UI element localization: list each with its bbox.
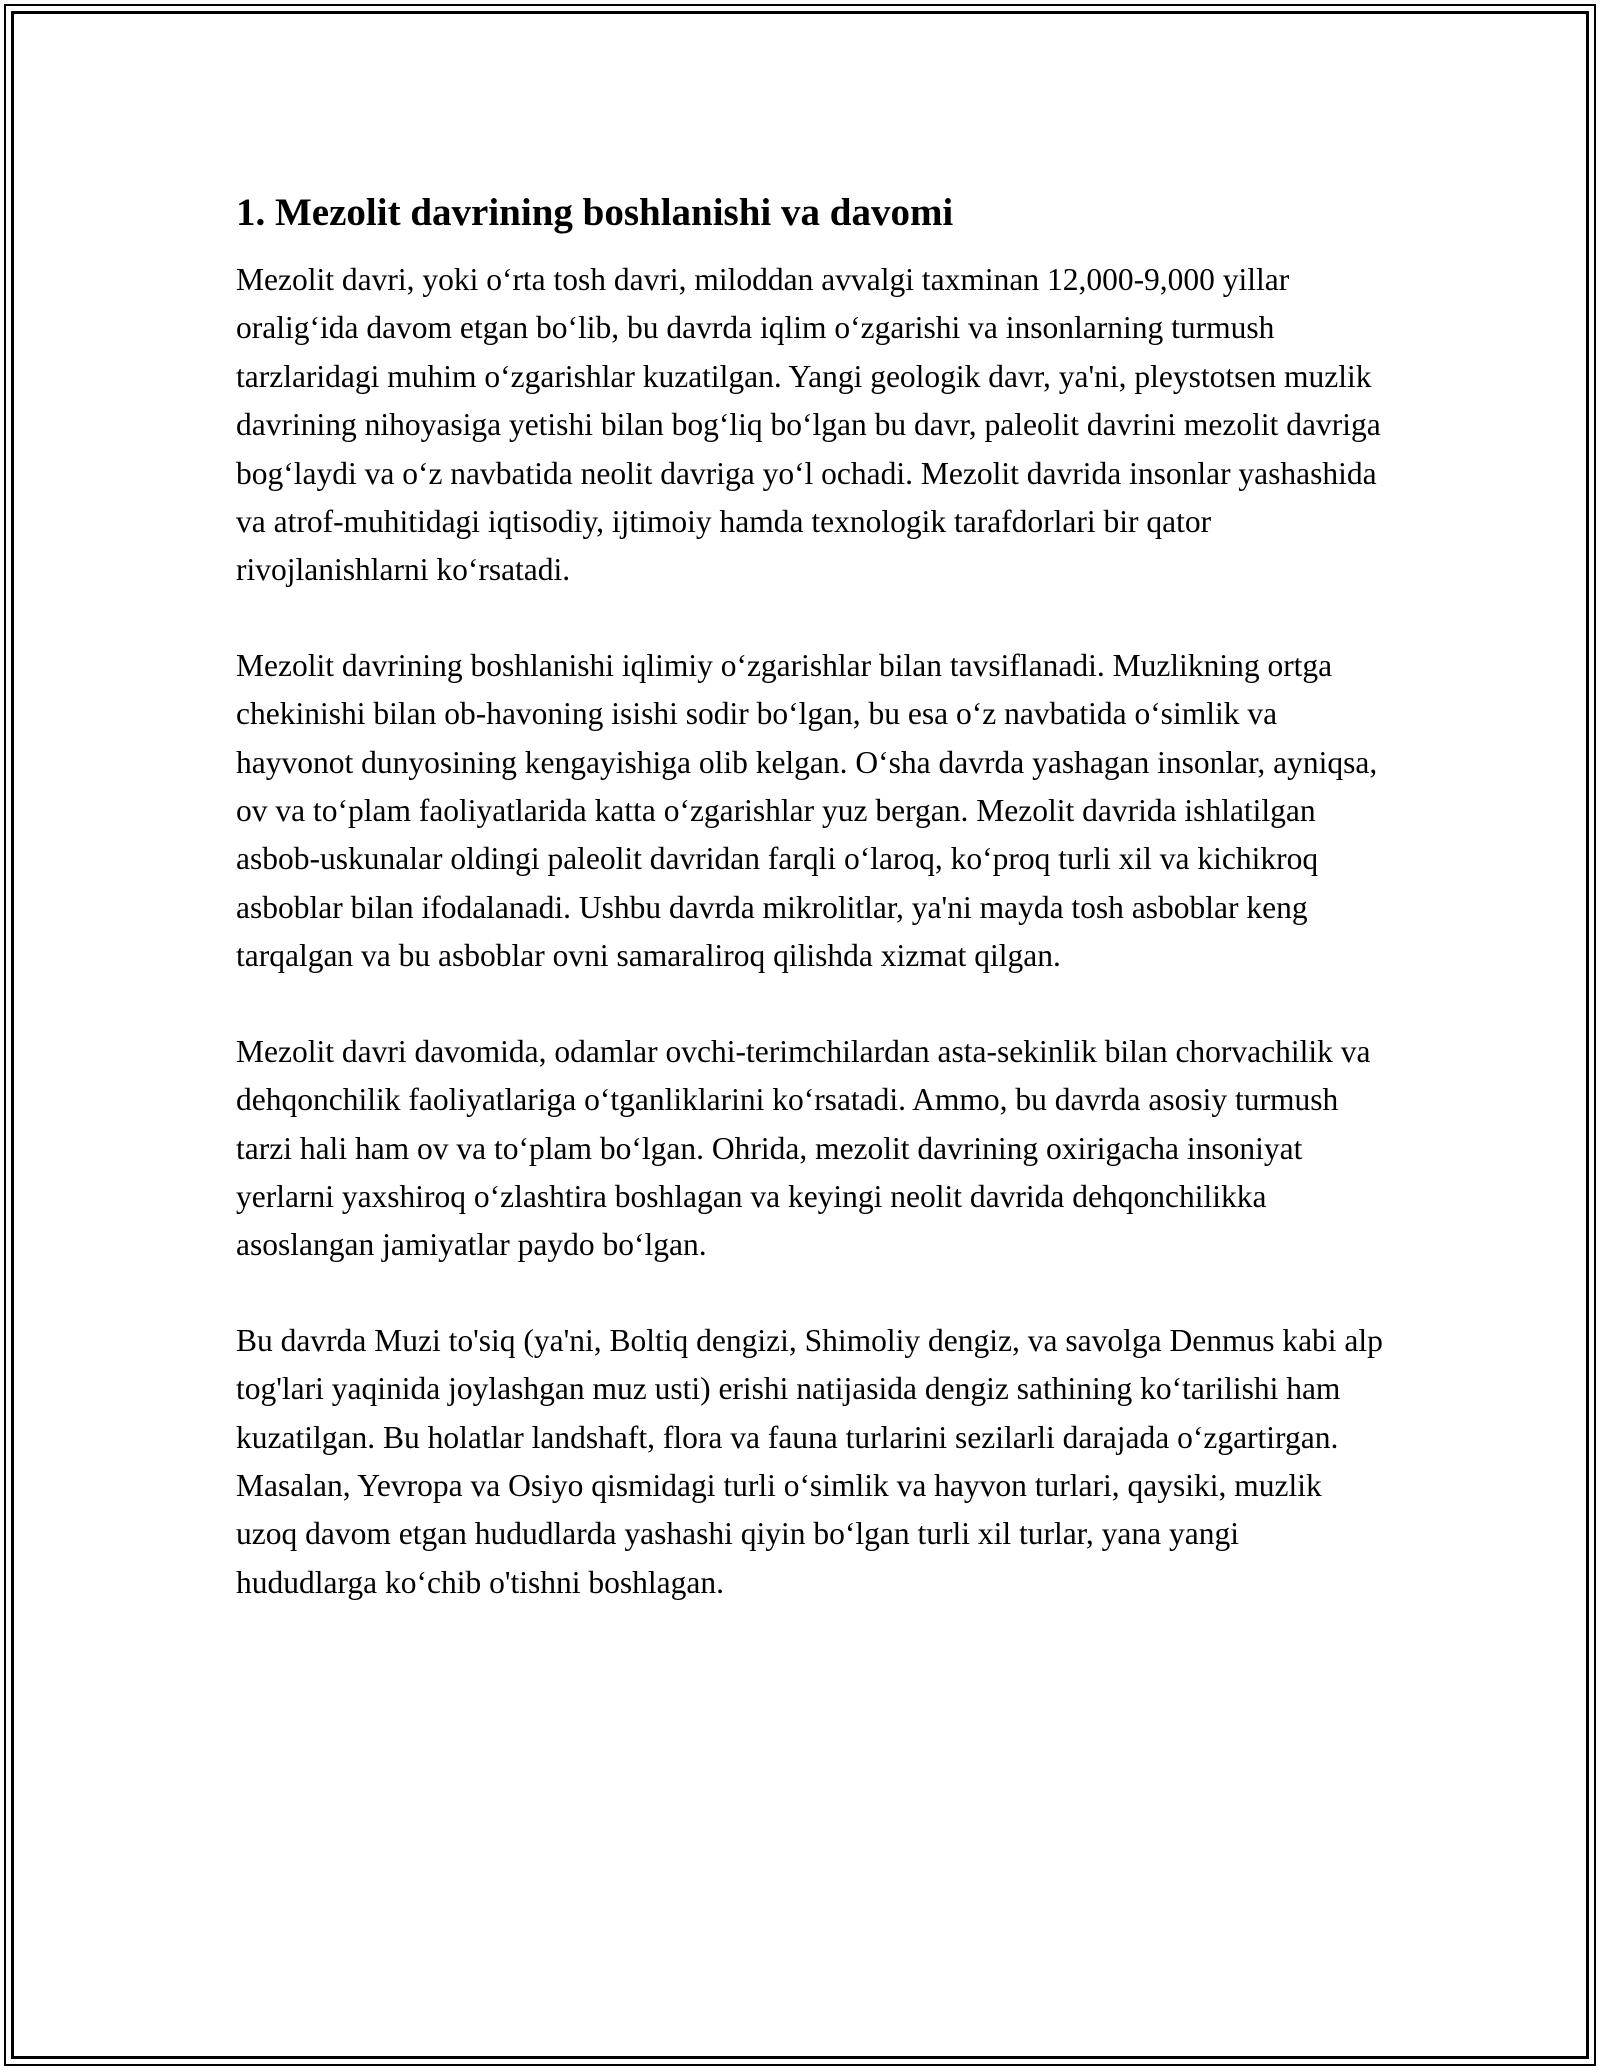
paragraph-4: Bu davrda Muzi to'siq (ya'ni, Boltiq dengizi, Shimoliy dengiz, va savolga Denmus kabi alp tog'lari yaqinida joylashgan muz usti) erishi natijasida dengiz sathining ko‘tarilishi ham kuzatilgan. Bu holatlar landshaft, flora va fauna turlarini sezilarli darajada o‘zgartirgan. Masalan, Yevropa va Osiyo qismidagi turli o‘simlik va hayvon turlari, qaysiki, muzlik uzoq davom etgan hududlarda yashashi qiyin bo‘lgan turli xil turlar, yana yangi hududlarga ko‘chib o'tishni boshlagan. bbox=[236, 1322, 1383, 1600]
paragraph-2: Mezolit davrining boshlanishi iqlimiy o‘zgarishlar bilan tavsiflanadi. Muzlikning ortga chekinishi bilan ob-havoning isishi sodir bo‘lgan, bu esa o‘z navbatida o‘simlik va hayvonot dunyosining kengayishiga olib kelgan. O‘sha davrda yashagan insonlar, ayniqsa, ov va to‘plam faoliyatlarida katta o‘zgarishlar yuz bergan. Mezolit davrida ishlatilgan asbob-uskunalar oldingi paleolit davridan farqli o‘laroq, ko‘proq turli xil va kichikroq asboblar bilan ifodalanadi. Ushbu davrda mikrolitlar, ya'ni mayda tosh asboblar keng tarqalgan va bu asboblar ovni samaraliroq qilishda xizmat qilgan. bbox=[236, 647, 1378, 974]
paragraph-1: Mezolit davri, yoki o‘rta tosh davri, miloddan avvalgi taxminan 12,000-9,000 yillar oralig‘ida davom etgan bo‘lib, bu davrda iqlim o‘zgarishi va insonlarning turmush tarzlaridagi muhim o‘zgarishlar kuzatilgan. Yangi geologik davr, ya'ni, pleystotsen muzlik davrining nihoyasiga yetishi bilan bog‘liq bo‘lgan bu davr, paleolit davrini mezolit davriga bog‘laydi va o‘z navbatida neolit davriga yo‘l ochadi. Mezolit davrida insonlar yashashida va atrof-muhitidagi iqtisodiy, ijtimoiy hamda texnologik tarafdorlari bir qator rivojlanishlarni ko‘rsatadi. bbox=[236, 262, 1381, 588]
document-body bbox=[236, 184, 1386, 1607]
section-heading: 1. Mezolit davrining boshlanishi va davomi bbox=[236, 191, 954, 234]
paragraph-3: Mezolit davri davomida, odamlar ovchi-terimchilardan asta-sekinlik bilan chorvachilik va dehqonchilik faoliyatlariga o‘tganliklarini ko‘rsatadi. Ammo, bu davrda asosiy turmush tarzi hali ham ov va to‘plam bo‘lgan. Ohrida, mezolit davrining oxirigacha insoniyat yerlarni yaxshiroq o‘zlashtira boshlagan va keyingi neolit davrida dehqonchilikka asoslangan jamiyatlar paydo bo‘lgan. bbox=[236, 1033, 1371, 1263]
